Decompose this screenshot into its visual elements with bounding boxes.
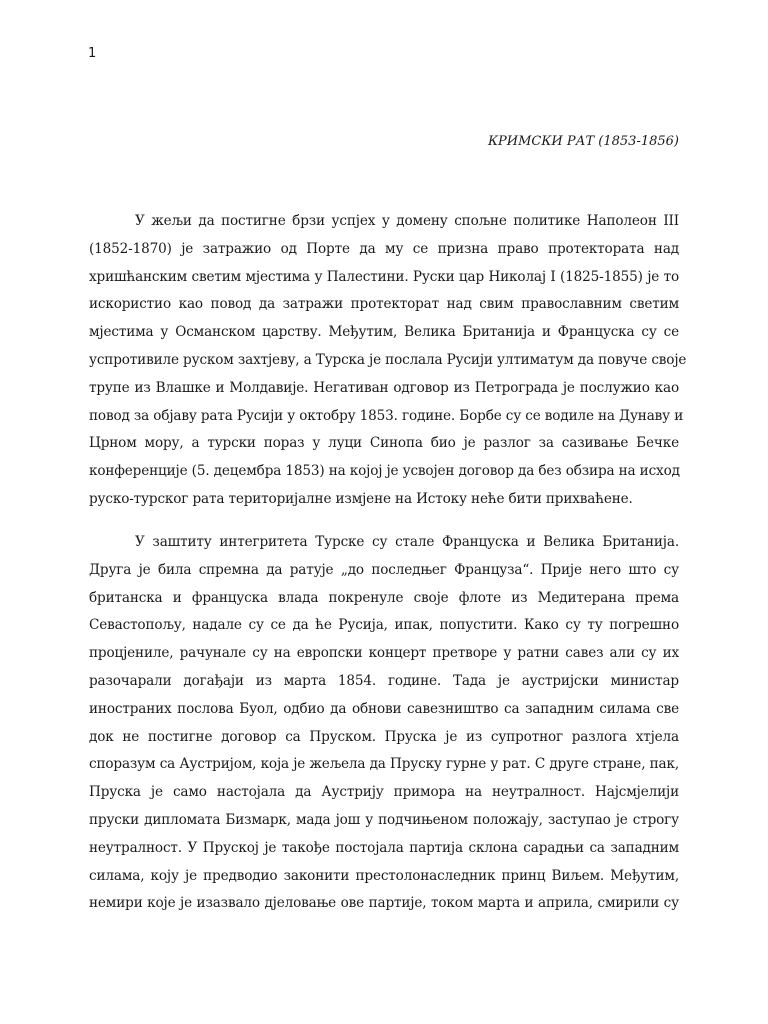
paragraph-line: У заштиту интегритета Турске су стале Француска и Велика Британија. — [135, 534, 679, 550]
paragraph-line: мјестима у Османском царству. Међутим, Велика Британија и Француска су се — [89, 324, 679, 341]
document-title: КРИМСКИ РАТ (1853-1856) — [487, 134, 679, 149]
paragraph-line: немири које је изазвало дјеловање ове партије, током марта и априла, смирили су — [89, 895, 679, 912]
paragraph-1 — [89, 208, 687, 514]
paragraph-line: повод за објаву рата Русији у октобру 1853. године. Борбе су се водиле на Дунаву и — [89, 407, 684, 424]
paragraph-line: Пруска је само настојала да Аустрију примора на неутралност. Најсмјелији — [89, 784, 679, 801]
paragraph-line: Севастопољу, надале су се да ће Русија, ипак, попустити. Како су ту погрешно — [89, 617, 679, 634]
paragraph-line: конференције (5. децембра 1853) на којој је усвојен договор да без обзира на исход — [89, 463, 680, 480]
paragraph-line: силама, коју је предводио законити престолонаследник принц Виљем. Међутим, — [89, 867, 679, 884]
paragraph-line: хришћанским светим мјестима у Палестини. Руски цар Николај I (1825-1855) је то — [89, 268, 679, 285]
paragraph-line: искористио као повод да затражи протекторат над свим православним светим — [89, 296, 679, 313]
paragraph-line: У жељи да постигне брзи успјех у домену спољне политике Наполеон III — [135, 213, 679, 229]
paragraph-line: трупе из Влашке и Молдавије. Негативан одговор из Петрограда је послужио као — [89, 379, 679, 396]
paragraph-line: Црном мору, а турски пораз у луци Синопа био је разлог за сазивање Бечке — [89, 435, 679, 452]
paragraph-line: док не постигне договор са Пруском. Пруска је из супротног разлога хтјела — [89, 728, 679, 745]
paragraph-line: (1852-1870) је затражио од Порте да му се призна право протектората над — [89, 240, 679, 257]
paragraph-line: споразум са Аустријом, која је жељела да Пруску гурне у рат. С друге стране, пак, — [89, 756, 679, 773]
paragraph-line: успротивиле руском захтјеву, а Турска је послала Русији ултиматум да повуче своје — [89, 351, 687, 368]
paragraph-line: британска и француска влада покренуле своје флоте из Медитерана према — [89, 589, 679, 606]
paragraph-2 — [89, 529, 679, 918]
paragraph-line: неутралност. У Пруској је такође постојала партија склона сарадњи са западним — [89, 839, 679, 856]
page-number: 1 — [88, 46, 97, 61]
paragraph-line: разочарали догађаји из марта 1854. године. Тада је аустријски министар — [89, 672, 679, 689]
paragraph-line: Друга је била спремна да ратује „до последњег Француза“. Прије него што су — [89, 561, 679, 578]
paragraph-line: пруски дипломата Бизмарк, мада још у подчињеном положају, заступао је строгу — [89, 811, 679, 828]
paragraph-line: иностраних послова Буол, одбио да обнови савезништво са западним силама све — [89, 700, 679, 717]
paragraph-line: процјениле, рачунале су на европски концерт претворе у ратни савез али су их — [89, 645, 679, 662]
paragraph-line: руско-турског рата територијалне измјене на Истоку неће бити прихваћене. — [89, 490, 633, 507]
